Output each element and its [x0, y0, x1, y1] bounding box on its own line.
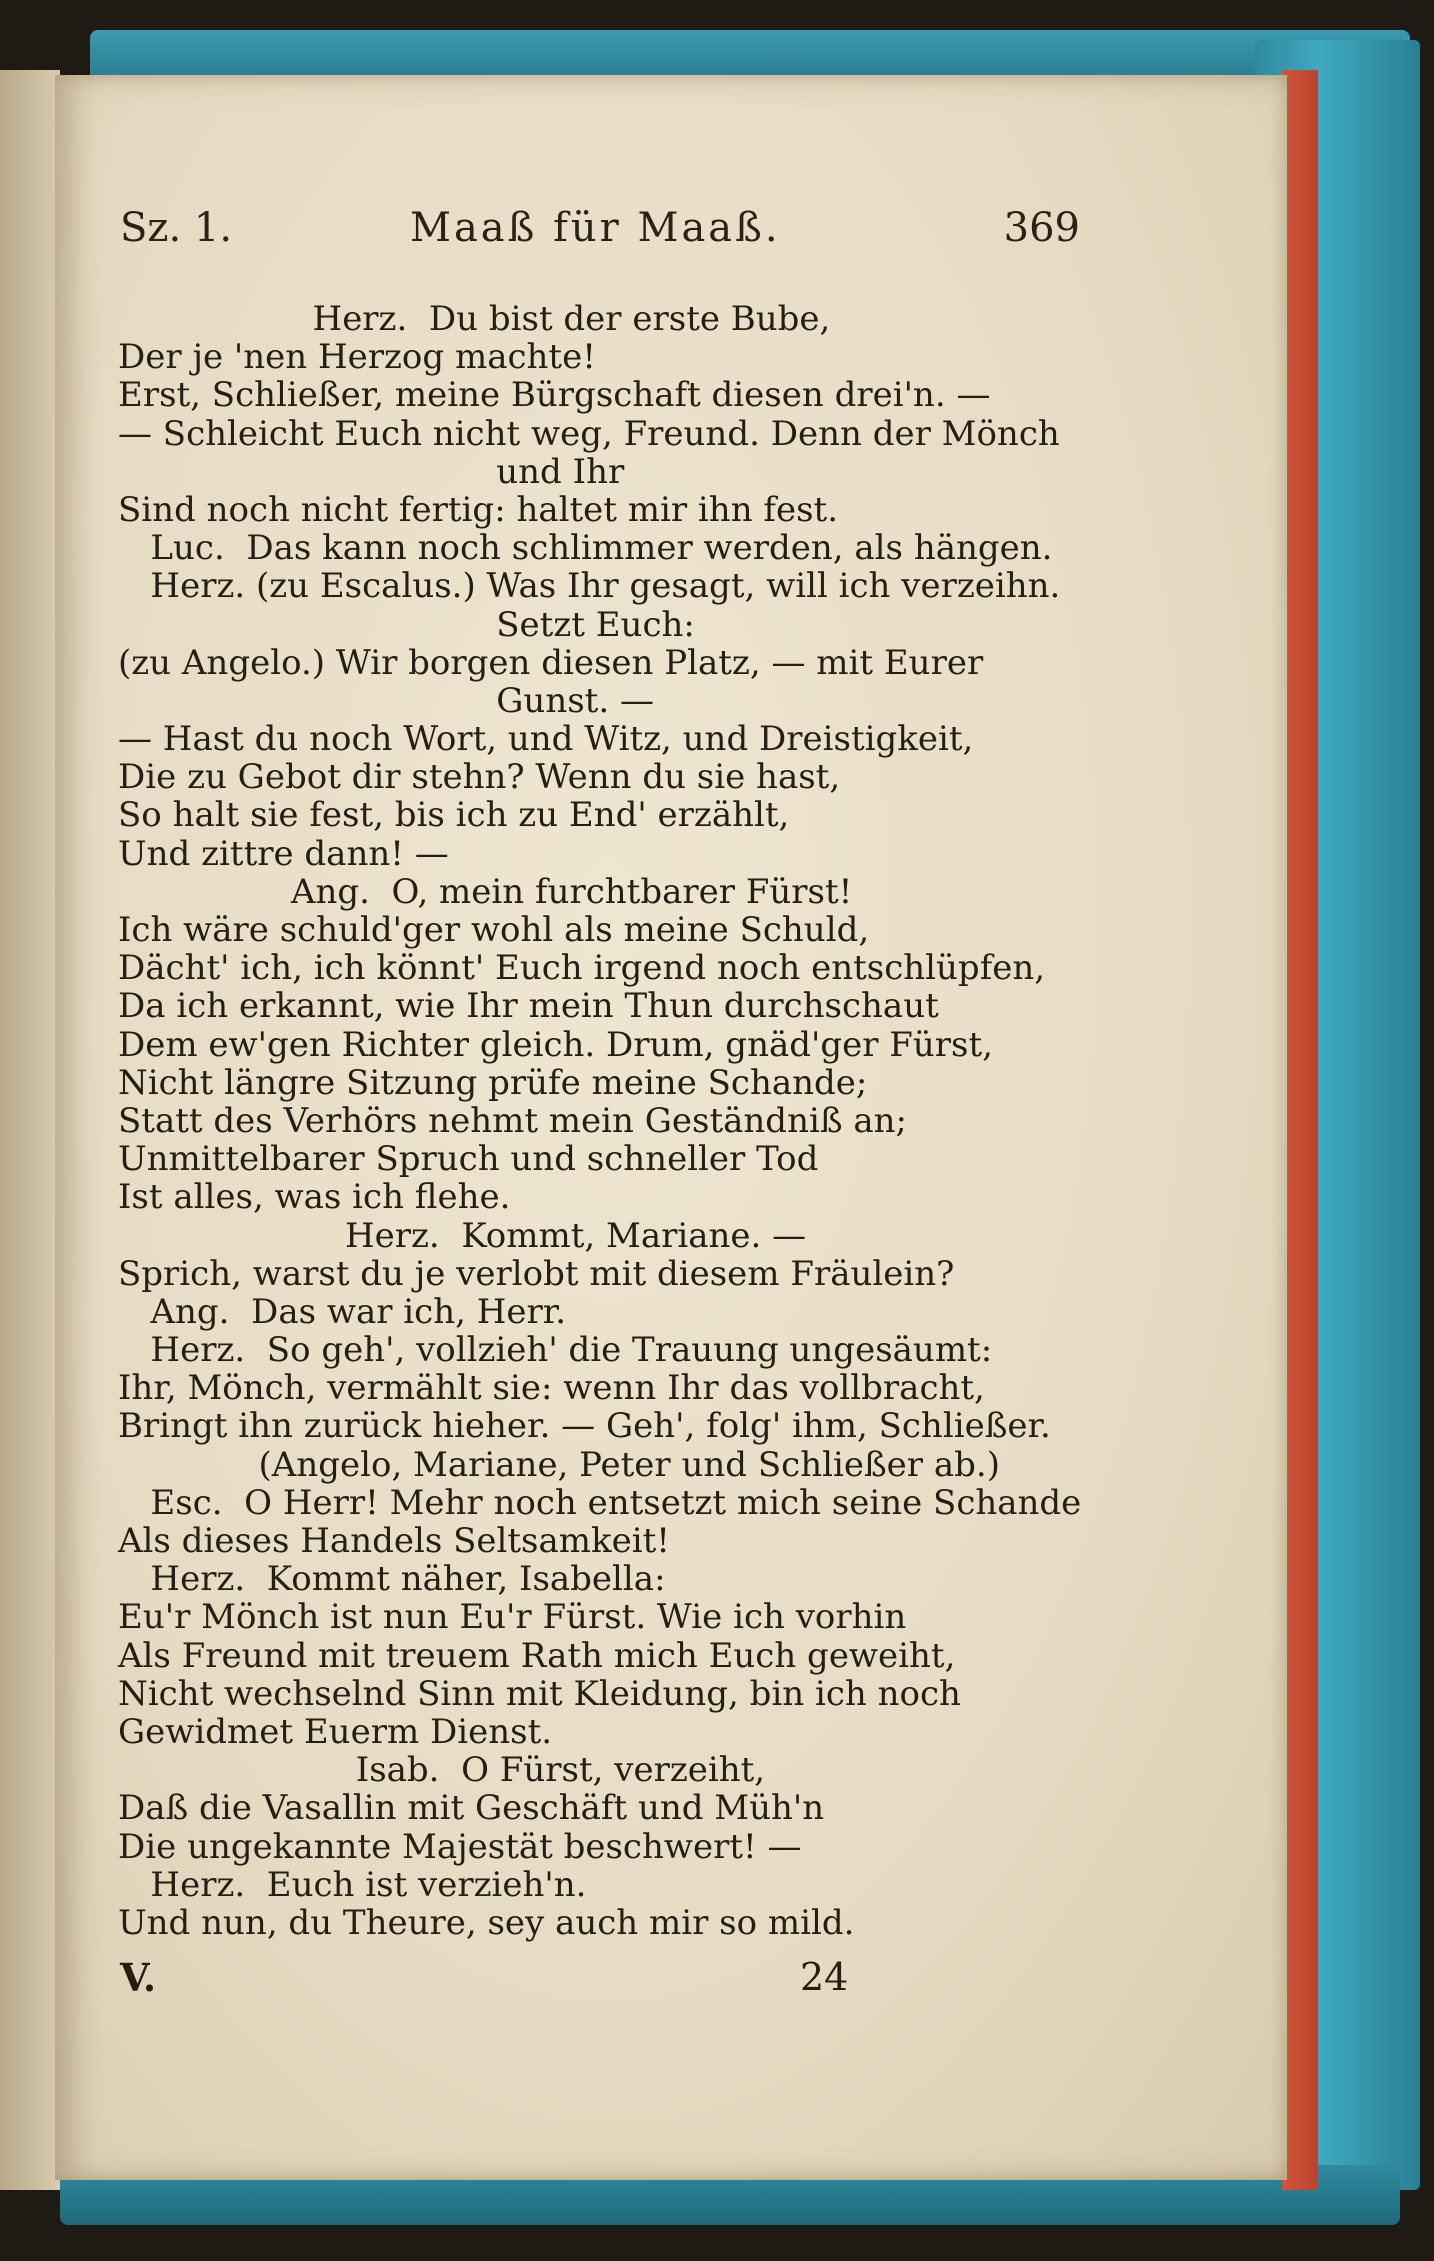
- text-line: Die zu Gebot dir stehn? Wenn du sie hast,: [118, 757, 841, 798]
- text-line: Ang. O, mein furchtbarer Fürst!: [118, 871, 853, 912]
- text-line: Gunst. —: [118, 680, 654, 721]
- text-line: — Hast du noch Wort, und Witz, und Dreistigkeit,: [118, 719, 974, 760]
- text-line: (zu Angelo.) Wir borgen diesen Platz, — mit Eurer: [118, 642, 984, 683]
- text-line: Herz. (zu Escalus.) Was Ihr gesagt, will ich verzeihn.: [118, 566, 1061, 607]
- page-footer: [120, 1955, 920, 2005]
- text-line: Setzt Euch:: [118, 604, 695, 645]
- text-line: Und nun, du Theure, sey auch mir so mild.: [118, 1902, 855, 1943]
- sheet-number: 24: [800, 1955, 849, 1999]
- text-line: Gewidmet Euerm Dienst.: [118, 1711, 553, 1752]
- running-title: Maaß für Maaß.: [410, 205, 781, 251]
- signature-mark: V.: [120, 1955, 157, 2000]
- text-line: Als Freund mit treuem Rath mich Euch geweiht,: [118, 1635, 956, 1676]
- text-line: Der je 'nen Herzog machte!: [118, 337, 596, 378]
- text-line: Isab. O Fürst, verzeiht,: [118, 1750, 766, 1791]
- text-line: und Ihr: [118, 451, 625, 492]
- text-line: Da ich erkannt, wie Ihr mein Thun durchschaut: [118, 986, 939, 1027]
- text-line: (Angelo, Mariane, Peter und Schließer ab.): [118, 1444, 1000, 1485]
- text-line: Ang. Das war ich, Herr.: [118, 1291, 567, 1332]
- text-line: Daß die Vasallin mit Geschäft und Müh'n: [118, 1788, 825, 1829]
- running-header: [120, 205, 1080, 265]
- text-line: Dächt' ich, ich könnt' Euch irgend noch entschlüpfen,: [118, 948, 1046, 989]
- page-edge-red: [1282, 70, 1318, 2190]
- text-line: Luc. Das kann noch schlimmer werden, als hängen.: [118, 528, 1053, 569]
- text-line: Sprich, warst du je verlobt mit diesem Fräulein?: [118, 1253, 955, 1294]
- facing-page-edge: [0, 70, 60, 2190]
- text-line: Herz. Euch ist verzieh'n.: [118, 1864, 587, 1905]
- text-line: Ich wäre schuld'ger wohl als meine Schuld,: [118, 910, 870, 950]
- text-line: Herz. So geh', vollzieh' die Trauung ungesäumt:: [118, 1330, 993, 1371]
- text-line: Ihr, Mönch, vermählt sie: wenn Ihr das vollbracht,: [118, 1368, 985, 1409]
- text-line: Nicht längre Sitzung prüfe meine Schande;: [118, 1062, 868, 1103]
- text-line: Herz. Kommt, Mariane. —: [118, 1215, 807, 1256]
- text-line: Als dieses Handels Seltsamkeit!: [118, 1521, 670, 1561]
- text-line: Sind noch nicht fertig: haltet mir ihn fest.: [118, 489, 839, 530]
- text-line: Esc. O Herr! Mehr noch entsetzt mich seine Schande: [118, 1482, 1082, 1523]
- text-line: Unmittelbarer Spruch und schneller Tod: [118, 1139, 819, 1180]
- text-line: So halt sie fest, bis ich zu End' erzählt,: [118, 795, 790, 836]
- page-number: 369: [1003, 205, 1080, 251]
- book-cover-top-edge: [90, 30, 1410, 78]
- text-line: — Schleicht Euch nicht weg, Freund. Denn der Mönch: [118, 413, 1060, 454]
- text-line: Dem ew'gen Richter gleich. Drum, gnäd'ger Fürst,: [118, 1024, 993, 1065]
- text-line: Bringt ihn zurück hieher. — Geh', folg' ihm, Schließer.: [118, 1406, 1051, 1447]
- text-line: Eu'r Mönch ist nun Eu'r Fürst. Wie ich vorhin: [118, 1597, 907, 1638]
- page-text: [118, 300, 1088, 1942]
- scene-label: Sz. 1.: [120, 205, 233, 251]
- text-line: Erst, Schließer, meine Bürgschaft diesen drei'n. —: [118, 375, 991, 416]
- text-line: Statt des Verhörs nehmt mein Geständniß an;: [118, 1100, 907, 1141]
- text-line: Ist alles, was ich flehe.: [118, 1177, 511, 1218]
- text-line: Die ungekannte Majestät beschwert! —: [118, 1826, 802, 1867]
- text-line: Herz. Du bist der erste Bube,: [118, 299, 831, 339]
- text-line: Und zittre dann! —: [118, 833, 449, 874]
- text-line: Herz. Kommt näher, Isabella:: [118, 1559, 666, 1600]
- text-line: Nicht wechselnd Sinn mit Kleidung, bin ich noch: [118, 1673, 961, 1714]
